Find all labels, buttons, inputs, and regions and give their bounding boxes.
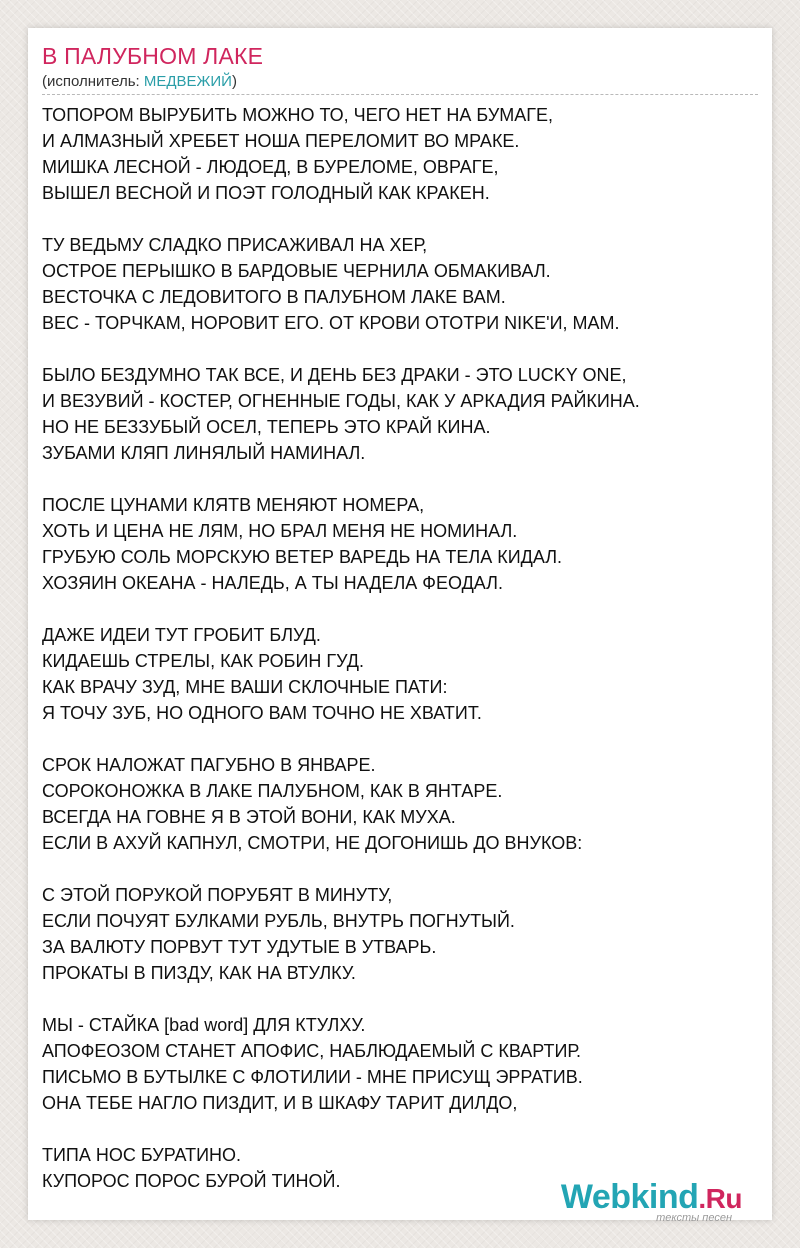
lyric-line: ВЕС - ТОРЧКАМ, НОРОВИТ ЕГО. ОТ КРОВИ ОТОТРИ NIKE'И, МАМ. bbox=[42, 313, 620, 333]
stanza bbox=[42, 1012, 762, 1116]
lyric-line: ВСЕГДА НА ГОВНЕ Я В ЭТОЙ ВОНИ, КАК МУХА. bbox=[42, 807, 456, 827]
lyric-line: АПОФЕОЗОМ СТАНЕТ АПОФИС, НАБЛЮДАЕМЫЙ С КВАРТИР. bbox=[42, 1041, 581, 1061]
lyric-line: МИШКА ЛЕСНОЙ - ЛЮДОЕД, В БУРЕЛОМЕ, ОВРАГЕ, bbox=[42, 157, 499, 177]
lyric-line: НО НЕ БЕЗЗУБЫЙ ОСЕЛ, ТЕПЕРЬ ЭТО КРАЙ КИНА. bbox=[42, 417, 491, 437]
lyric-line: ВЫШЕЛ ВЕСНОЙ И ПОЭТ ГОЛОДНЫЙ КАК КРАКЕН. bbox=[42, 183, 490, 203]
dashed-divider bbox=[42, 94, 758, 95]
stanza bbox=[42, 232, 762, 336]
lyric-line: ОСТРОЕ ПЕРЫШКО В БАРДОВЫЕ ЧЕРНИЛА ОБМАКИВАЛ. bbox=[42, 261, 551, 281]
lyric-line: ПОСЛЕ ЦУНАМИ КЛЯТВ МЕНЯЮТ НОМЕРА, bbox=[42, 495, 425, 515]
stanza bbox=[42, 882, 762, 986]
artist-suffix: ) bbox=[231, 73, 237, 90]
lyric-line: ПРОКАТЫ В ПИЗДУ, КАК НА ВТУЛКУ. bbox=[42, 963, 356, 983]
lyric-line: С ЭТОЙ ПОРУКОЙ ПОРУБЯТ В МИНУТУ, bbox=[42, 885, 393, 905]
lyric-line: ТИПА НОС БУРАТИНО. bbox=[42, 1145, 242, 1165]
lyric-line: ЗУБАМИ КЛЯП ЛИНЯЛЫЙ НАМИНАЛ. bbox=[42, 443, 366, 463]
lyric-line: ХОЗЯИН ОКЕАНА - НАЛЕДЬ, А ТЫ НАДЕЛА ФЕОДАЛ. bbox=[42, 573, 503, 593]
stanza bbox=[42, 362, 762, 466]
lyric-line: ГРУБУЮ СОЛЬ МОРСКУЮ ВЕТЕР ВАРЕДЬ НА ТЕЛА КИДАЛ. bbox=[42, 547, 563, 567]
stanza bbox=[42, 492, 762, 596]
lyric-line: ТОПОРОМ ВЫРУБИТЬ МОЖНО ТО, ЧЕГО НЕТ НА БУМАГЕ, bbox=[42, 105, 554, 125]
stanza bbox=[42, 102, 762, 206]
lyrics-body bbox=[42, 102, 762, 1220]
lyric-line: ХОТЬ И ЦЕНА НЕ ЛЯМ, НО БРАЛ МЕНЯ НЕ НОМИНАЛ. bbox=[42, 521, 518, 541]
lyric-line: ВЕСТОЧКА С ЛЕДОВИТОГО В ПАЛУБНОМ ЛАКЕ ВАМ. bbox=[42, 287, 506, 307]
logo-wordmark: Webkind.Ru bbox=[560, 1178, 742, 1216]
lyric-line: И АЛМАЗНЫЙ ХРЕБЕТ НОША ПЕРЕЛОМИТ ВО МРАКЕ. bbox=[42, 131, 520, 151]
artist-line bbox=[42, 73, 237, 90]
lyrics-card bbox=[28, 28, 772, 1224]
stanza bbox=[42, 752, 762, 856]
logo-tagline: тексты песен bbox=[656, 1212, 732, 1224]
lyric-line: Я ТОЧУ ЗУБ, НО ОДНОГО ВАМ ТОЧНО НЕ ХВАТИТ. bbox=[42, 703, 482, 723]
lyric-line: СОРОКОНОЖКА В ЛАКЕ ПАЛУБНОМ, КАК В ЯНТАРЕ. bbox=[42, 781, 503, 801]
lyric-line: СРОК НАЛОЖАТ ПАГУБНО В ЯНВАРЕ. bbox=[42, 755, 376, 775]
webkind-logo[interactable] bbox=[560, 1178, 772, 1224]
lyric-line: БЫЛО БЕЗДУМНО ТАК ВСЕ, И ДЕНЬ БЕЗ ДРАКИ - ЭТО LUCKY ONE, bbox=[42, 365, 627, 385]
lyric-line: ТУ ВЕДЬМУ СЛАДКО ПРИСАЖИВАЛ НА ХЕР, bbox=[42, 235, 428, 255]
lyric-line: КУПОРОС ПОРОС БУРОЙ ТИНОЙ. bbox=[42, 1171, 341, 1191]
stanza bbox=[42, 622, 762, 726]
lyric-line: МЫ - СТАЙКА [bad word] ДЛЯ КТУЛХУ. bbox=[42, 1015, 366, 1035]
artist-link[interactable]: МЕДВЕЖИЙ bbox=[143, 73, 232, 90]
lyric-line: ЕСЛИ ПОЧУЯТ БУЛКАМИ РУБЛЬ, ВНУТРЬ ПОГНУТЫЙ. bbox=[42, 911, 515, 931]
lyric-line: ДАЖЕ ИДЕИ ТУТ ГРОБИТ БЛУД. bbox=[42, 625, 321, 645]
lyric-line: ОНА ТЕБЕ НАГЛО ПИЗДИТ, И В ШКАФУ ТАРИТ ДИЛДО, bbox=[42, 1093, 518, 1113]
artist-prefix: (исполнитель: bbox=[42, 73, 144, 90]
lyric-line: КАК ВРАЧУ ЗУД, МНЕ ВАШИ СКЛОЧНЫЕ ПАТИ: bbox=[42, 677, 448, 697]
lyric-line: И ВЕЗУВИЙ - КОСТЕР, ОГНЕННЫЕ ГОДЫ, КАК У АРКАДИЯ РАЙКИНА. bbox=[42, 391, 640, 411]
song-title: В ПАЛУБНОМ ЛАКЕ bbox=[42, 43, 264, 69]
lyric-line: ЕСЛИ В АХУЙ КАПНУЛ, СМОТРИ, НЕ ДОГОНИШЬ ДО ВНУКОВ: bbox=[42, 833, 583, 853]
lyric-line: ПИСЬМО В БУТЫЛКЕ С ФЛОТИЛИИ - МНЕ ПРИСУЩ ЭРРАТИВ. bbox=[42, 1067, 583, 1087]
lyric-line: КИДАЕШЬ СТРЕЛЫ, КАК РОБИН ГУД. bbox=[42, 651, 364, 671]
lyric-line: ЗА ВАЛЮТУ ПОРВУТ ТУТ УДУТЫЕ В УТВАРЬ. bbox=[42, 937, 437, 957]
